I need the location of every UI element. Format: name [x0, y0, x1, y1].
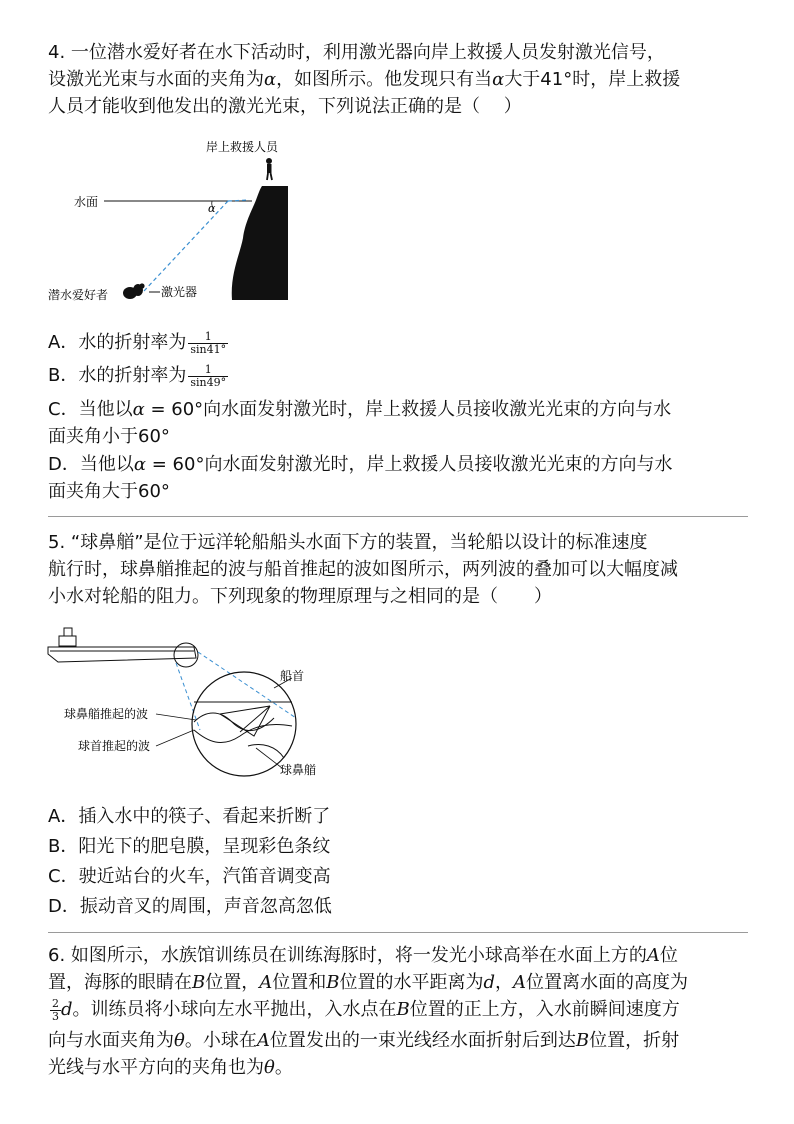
- bow-label: 船首: [280, 669, 305, 683]
- divider: [48, 516, 748, 517]
- q5-stem-line-3: 小水对轮船的阻力。下列现象的物理原理与之相同的是（ ）: [48, 586, 552, 607]
- water-surface-label: 水面: [74, 195, 99, 209]
- fraction: $\frac{1}{\sin 41^\circ}$: [190, 329, 227, 356]
- q6-stem-line-2: 置，海豚的眼睛在B位置，A位置和B位置的水平距离为d，A位置离水面的高度为: [48, 972, 688, 993]
- bulb-label: 球鼻艏: [280, 763, 317, 777]
- q6-stem-line-3: $\frac{2}{3}$ d。训练员将小球向左水平抛出，入水点在B位置的正上方，入水前瞬间速度方: [52, 996, 680, 1023]
- q6-stem-line-5: 光线与水平方向的夹角也为θ。: [48, 1057, 293, 1078]
- q6-stem-line-1: 6. 如图所示，水族馆训练员在训练海豚时，将一发光小球高举在水面上方的A位: [48, 945, 678, 966]
- q4-option-a[interactable]: A．水的折射率为 $\frac{1}{\sin 41^\circ}$: [48, 329, 227, 356]
- q4-option-d[interactable]: D．当他以α = 60°向水面发射激光时，岸上救援人员接收激光光束的方向与水: [48, 454, 673, 475]
- q4-diagram: [46, 134, 296, 304]
- divider: [48, 932, 748, 933]
- laser-label: 激光器: [161, 285, 198, 299]
- diver-label: 潜水爱好者: [48, 288, 109, 302]
- q4-stem-line-3: 人员才能收到他发出的激光光束，下列说法正确的是（ ）: [48, 96, 522, 117]
- magnified-view: [192, 672, 296, 776]
- fraction: $\frac{1}{\sin 49^\circ}$: [190, 362, 227, 389]
- rescuer-icon: [266, 158, 272, 180]
- q4-option-d-cont: 面夹角大于60°: [48, 481, 170, 502]
- q5-stem-line-2: 航行时，球鼻艏推起的波与船首推起的波如图所示，两列波的叠加可以大幅度减: [48, 559, 678, 580]
- q4-option-b[interactable]: B．水的折射率为 $\frac{1}{\sin 49^\circ}$: [48, 362, 227, 389]
- bow-wave-label: 球首推起的波: [78, 739, 151, 753]
- q5-option-a[interactable]: A．插入水中的筷子、看起来折断了: [48, 806, 331, 827]
- cliff-shape: [232, 186, 288, 300]
- alpha-label: α: [208, 202, 216, 215]
- q6-stem-line-4: 向与水面夹角为θ。小球在A位置发出的一束光线经水面折射后到达B位置，折射: [48, 1030, 680, 1051]
- q4-stem-line-1: 4. 一位潜水爱好者在水下活动时，利用激光器向岸上救援人员发射激光信号，: [48, 42, 665, 63]
- q4-option-c-cont: 面夹角小于60°: [48, 426, 170, 447]
- rescuer-label: 岸上救援人员: [206, 140, 279, 154]
- q5-stem-line-1: 5. “球鼻艏”是位于远洋轮船船头水面下方的装置，当轮船以设计的标准速度: [48, 532, 648, 553]
- diver-icon: [123, 283, 145, 299]
- q4-option-c[interactable]: C．当他以α = 60°向水面发射激光时，岸上救援人员接收激光光束的方向与水: [48, 399, 672, 420]
- q4-stem-line-2: 设激光光束与水面的夹角为α，如图所示。他发现只有当α大于41°时，岸上救援: [48, 69, 681, 90]
- q5-option-b[interactable]: B．阳光下的肥皂膜，呈现彩色条纹: [48, 836, 331, 857]
- q5-diagram: [44, 622, 334, 782]
- bulb-wave-label: 球鼻艏推起的波: [64, 707, 149, 721]
- fraction: $\frac{2}{3}$: [52, 996, 59, 1023]
- q5-option-c[interactable]: C．驶近站台的火车，汽笛音调变高: [48, 866, 331, 887]
- q5-option-d[interactable]: D．振动音叉的周围，声音忽高忽低: [48, 896, 332, 917]
